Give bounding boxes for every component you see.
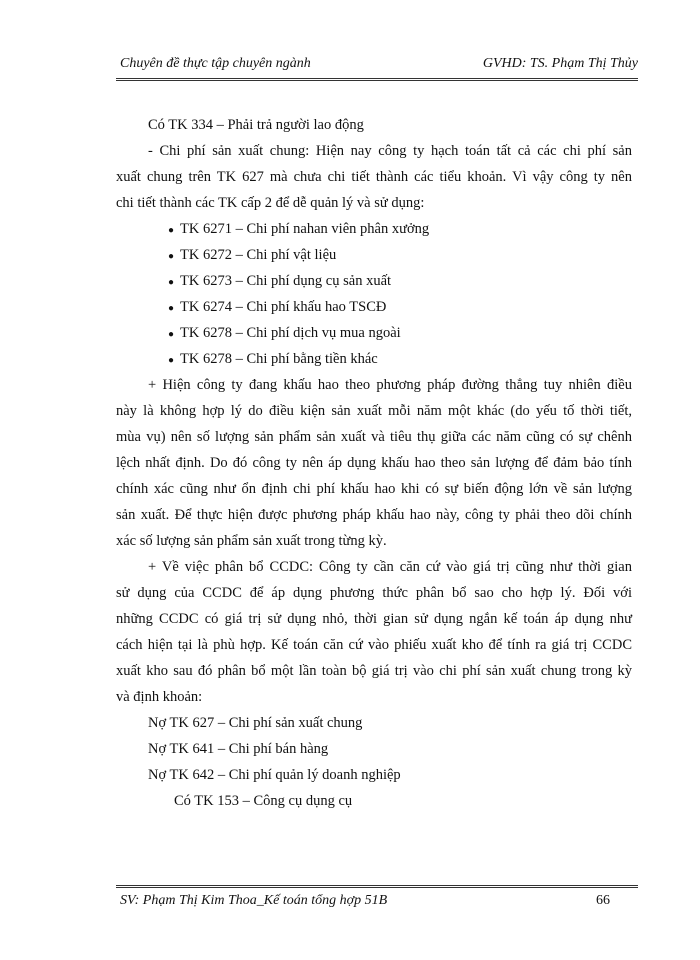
list-item: ● TK 6273 – Chi phí dụng cụ sản xuất	[116, 268, 632, 294]
paragraph-line: và định khoản:	[116, 689, 203, 705]
paragraph-line: lệch nhất định. Do đó công ty nên áp dụng khấu hao theo sản lượng để đảm bảo tính	[116, 455, 632, 471]
header-title: Chuyên đề thực tập chuyên ngành	[120, 56, 311, 71]
paragraph-line: chi tiết thành các TK cấp 2 để dễ quản lý và sử dụng:	[116, 195, 425, 211]
document-body	[116, 112, 632, 814]
list-item: ● TK 6271 – Chi phí nahan viên phân xưởng	[116, 216, 632, 242]
bullet-icon: ●	[168, 225, 175, 236]
debit-entry: Nợ TK 642 – Chi phí quản lý doanh nghiệp	[148, 767, 401, 783]
paragraph-line: những CCDC có giá trị sử dụng nhỏ, thời gian sử dụng ngắn kế toán áp dụng như	[116, 611, 632, 627]
header-divider	[116, 78, 638, 81]
paragraph-line: này là không hợp lý do điều kiện sản xuất mỗi năm một khác (do yếu tố thời tiết,	[116, 403, 632, 419]
bullet-icon: ●	[168, 277, 175, 288]
paragraph-line: xuất chung trên TK 627 mà chưa chi tiết thành các tiểu khoản. Vì vậy công ty nên	[116, 169, 632, 185]
list-item: ● TK 6278 – Chi phí dịch vụ mua ngoài	[116, 320, 632, 346]
debit-entry: Nợ TK 641 – Chi phí bán hàng	[148, 741, 329, 757]
paragraph-line: mùa vụ) nên số lượng sản phẩm sản xuất và tiêu thụ giữa các năm cũng có sự chênh	[116, 429, 632, 445]
paragraph-line: cách hiện tại là phù hợp. Kế toán căn cứ vào phiếu xuất kho để tính ra giá trị CCDC	[116, 637, 632, 653]
bullet-icon: ●	[168, 303, 175, 314]
paragraph-line: sản xuất. Để thực hiện được phương pháp khấu hao này, công ty phải theo dõi chính	[116, 507, 632, 523]
list-item: ● TK 6274 – Chi phí khấu hao TSCĐ	[116, 294, 632, 320]
paragraph-line: + Về việc phân bổ CCDC: Công ty cần căn cứ vào giá trị cũng như thời gian	[148, 559, 632, 575]
footer-student: SV: Phạm Thị Kim Thoa_Kế toán tổng hợp 51B	[120, 893, 388, 908]
bullet-icon: ●	[168, 251, 175, 262]
paragraph-line: xuất kho sau đó phân bổ một lần toàn bộ giá trị vào chi phí sản xuất chung trong kỳ	[116, 663, 632, 679]
bullet-icon: ●	[168, 329, 175, 340]
page-header	[116, 54, 638, 76]
list-item: ● TK 6272 – Chi phí vật liệu	[116, 242, 632, 268]
bullet-icon: ●	[168, 355, 175, 366]
paragraph-line: chính xác cũng như ổn định chi phí khấu hao khi có sự biến động lớn về sản lượng	[116, 481, 632, 497]
list-item: ● TK 6278 – Chi phí bằng tiền khác	[116, 346, 632, 372]
page-number: 66	[596, 893, 610, 908]
credit-line-334: Có TK 334 – Phải trả người lao động	[148, 117, 364, 133]
debit-entry: Nợ TK 627 – Chi phí sản xuất chung	[148, 715, 363, 731]
paragraph-line: - Chi phí sản xuất chung: Hiện nay công ty hạch toán tất cả các chi phí sản	[148, 143, 632, 159]
footer-divider	[116, 885, 638, 888]
header-supervisor: GVHD: TS. Phạm Thị Thủy	[482, 56, 638, 71]
paragraph-line: + Hiện công ty đang khấu hao theo phương pháp đường thẳng tuy nhiên điều	[148, 377, 632, 393]
credit-entry: Có TK 153 – Công cụ dụng cụ	[174, 793, 353, 809]
paragraph-line: sử dụng của CCDC để áp dụng phương thức phân bổ sao cho hợp lý. Đối với	[116, 585, 632, 601]
paragraph-line: xác số lượng sản phẩm sản xuất trong từng kỳ.	[116, 533, 387, 549]
